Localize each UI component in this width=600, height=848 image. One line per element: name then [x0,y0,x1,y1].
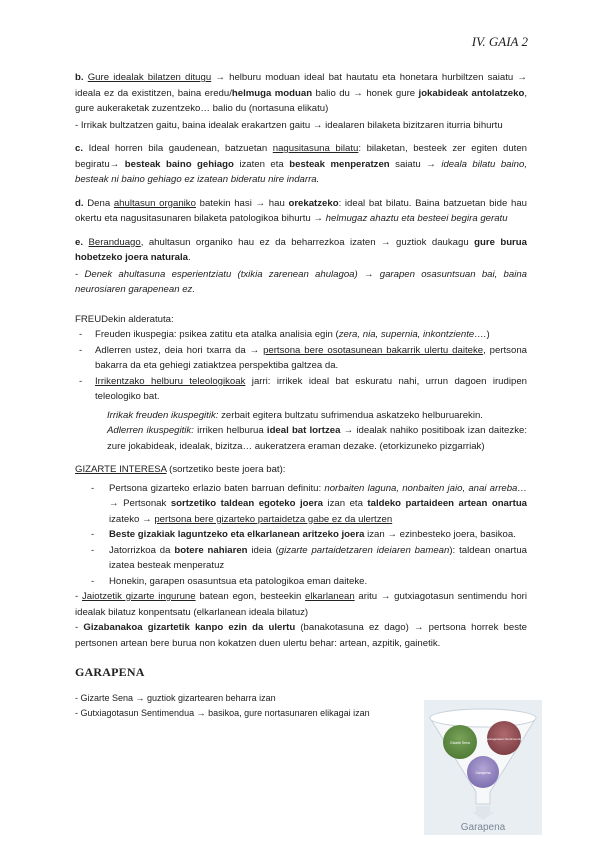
bubble-bottom-label: Garapena [475,771,491,775]
freud-item-2-underline: pertsona bere osotasunean bakarrik ulertu daiteke [263,344,484,356]
list-marker: - [91,544,95,556]
section-c-letter: c. [75,143,84,154]
gizarte-title-text: (sortzetiko beste joera bat): [166,464,286,475]
freud-sub-1 [75,408,527,424]
gizarte-p1-t2: → Pertsonak [109,498,171,509]
garapena-item-2: - Gutxiagotasun Sentimendua → basikoa, gure nortasunaren elikagai izan [75,708,370,718]
section-b [75,70,527,117]
section-e-note [75,267,527,298]
list-marker: - [91,482,95,494]
freud-item-3-text: jarri: irrikek ideal bat eskuratu nahi, urrun dagoen irudipen teleologiko bat. [95,375,527,402]
list-marker: - [79,329,83,340]
section-e-text2: . [188,252,191,263]
bubble-right-label: Gutxiagotasun Sentimendua [485,737,523,741]
gizarte-n2-text: (banakotasuna ez dago) → pertsona horrek beste pertsonen artean bere burua non kokatzen duen ulertu behar: artean, azpitik, gainetik. [75,622,527,649]
gizarte-p3-t3: ): taldean onartua izatea besteak menperatuz [109,544,527,571]
gizarte-p3-bold: botere nahiaren [174,544,248,556]
gizarte-p1-t3: izan eta [322,498,368,509]
freud-sub-2-text: irriken helburua [193,425,267,436]
garapena-heading: GARAPENA [75,665,145,679]
section-b-text2: balio du → honek gure [312,87,419,99]
section-d-text3: : ideal bat bilatu. Baina batzuetan bide hau okertu eta nagusitasunaren bilaketa patologikoa bihurtu → [75,197,528,224]
gizarte-point-2 [75,527,527,543]
section-c-text1: Ideal horren bila gaudenean, batzuetan [88,143,273,154]
document-body [75,70,527,722]
freud-sub-2-bold: ideal bat lortzea [266,425,341,436]
gizarte-title [75,462,527,478]
freud-sub-1-italic: Irrikak freuden ikuspegitik: [107,409,219,421]
gizarte-title-underline: GIZARTE INTERESA [75,464,167,475]
gizarte-n2-bold: Gizabanakoa gizartetik kanpo ezin da ulertu [83,622,296,633]
gizarte-p3-t1: Jatorrizkoa da [109,544,175,556]
section-e-note-dash: - [75,268,79,280]
section-b-text3: , gure aukeraketak zuzentzeko… balio du (nortasuna elikatu) [75,87,527,114]
garapena-item-1: - Gizarte Sena → guztiok gizartearen beharra izan [75,692,276,703]
section-d-letter: d. [75,197,84,209]
diagram-caption: Garapena [460,822,506,833]
gizarte-p1-underline: pertsona bere gizarteko partaidetza gabe ez da ulertzen [154,513,393,525]
gizarte-point-3 [75,543,527,574]
section-c-text4: saiatu → [389,158,442,170]
section-c [75,141,527,188]
gizarte-p3-t2: ideia ( [247,544,279,556]
gizarte-note-dash: - [75,591,79,602]
gizarte-p4-text: Honekin, garapen osasuntsua eta patologikoa eman daiteke. [109,575,368,587]
section-d-underline: ahultasun organiko [113,197,196,209]
section-d-bold: orekatzeko [288,197,339,209]
section-b-letter: b. [75,72,84,83]
freud-item-1 [75,327,527,343]
gizarte-n1-t1: batean egon, besteekin [195,591,306,602]
arrow-down-icon [472,806,494,820]
funnel-rim [430,709,536,727]
list-marker: - [91,575,95,587]
section-c-bold1: besteak baino gehiago [124,158,234,170]
section-e [75,235,527,266]
section-e-note-text: → garapen osasuntsuan bai, baina neurosiaren garapenean ez. [75,268,528,295]
freud-item-2-text: Adlerren ustez, deia hori txarra da → [95,344,264,356]
page-header: IV. GAIA 2 [471,34,528,49]
freud-sub-2-italic: Adlerren ikuspegitik: [107,425,194,436]
freud-title: FREUDekin alderatuta: [75,313,174,325]
section-c-underline: nagusitasuna bilatu [272,143,359,154]
gizarte-p1-t4: izateko → [109,513,155,525]
gizarte-p1-italic: norbaiten laguna, nonbaiten jaio, anai arreba… [324,482,527,494]
section-c-bold2: besteak menperatzen [289,158,390,170]
funnel-diagram [424,700,542,835]
garapena-diagram [424,700,542,835]
freud-item-1-end: ) [486,329,490,340]
freud-item-2 [75,343,527,374]
freud-item-1-italic: zera, nia, supernia, inkontziente…. [338,329,487,340]
freud-sub-1-text: zerbait egitera bultzatu sufrimendua askatzeko helburuarekin. [218,409,483,421]
list-marker: - [79,344,83,356]
section-e-bold: gure burua hobetzeko joera naturala [75,236,527,263]
bubble-left-label: Gizarte Sena [450,741,470,745]
gizarte-point-1 [75,481,527,528]
gizarte-n1-t2: aritu → gutxiagotasun sentimendu hori idealak bilatuz konpentsatu (elkarlanean ideala bilatuz) [75,591,528,618]
gizarte-n1-underline1: Jaiotzetik gizarte ingurune [81,591,196,602]
section-c-italic: ideala bilatu baino, besteak ni baino gehiago ez izatean bideratu nire indarra. [75,158,527,185]
list-marker: - [91,529,95,540]
gizarte-p1-bold1: sortzetiko taldean egoteko joera [170,498,323,509]
gizarte-p3-italic: gizarte partaidetzaren ideiaren bamean [278,544,450,556]
section-b-note: - Irrikak bultzatzen gaitu, baina idealak erakartzen gaitu → idealaren bilaketa bizitzaren iturria bihurtu [75,119,503,131]
section-b-bold1: helmuga moduan [231,87,313,99]
section-b-lead: Gure idealak bilatzen ditugu [87,72,212,83]
section-e-text1: , ahultasun organiko hau ez da beharrezkoa izaten → guztiok daukagu [140,236,475,248]
section-d-text1: Dena [87,197,114,209]
freud-item-3-underline: Irrikentzako helburu teleologikoak [95,375,246,387]
section-e-underline: Beranduago [88,236,141,248]
section-d-text2: batekin hasi → hau [195,197,289,209]
section-d-italic: helmugaz ahaztu eta besteei begira geratu [325,213,508,224]
freud-item-3 [75,374,527,405]
section-d [75,196,527,227]
gizarte-note-2 [75,620,527,651]
freud-item-2-end: , pertsona bakarra da eta gehiegi zatiaktzea perspektiba galtzea da. [95,344,527,371]
section-e-note-italic: Denek ahultasuna esperientziatu (txikia zarenean ahulagoa) [84,268,358,280]
gizarte-note-1 [75,589,527,620]
gizarte-point-4 [75,574,527,590]
list-marker: - [79,375,83,387]
freud-item-1-text: Freuden ikuspegia: psikea zatitu eta atalka analisia egin ( [95,329,339,340]
gizarte-n1-underline2: elkarlanean [305,591,355,602]
section-c-text2: : bilaketan, besteek zer egiten duten begiratu→ [75,143,528,170]
gizarte-p2-bold: Beste gizakiak laguntzeko eta elkarlanean aritzeko joera [109,529,365,540]
freud-sub-2-end: → idealak nahiko positiboak izan daitezke: zure jokabideak, idealak, bizitza… aukeratzera eraman dezake. (etorkizuneko pizgarriak) [107,425,527,452]
gizarte-p1-t1: Pertsona gizarteko erlazio baten barruan definitu: [109,482,325,494]
freud-sub-2 [75,423,527,454]
section-e-letter: e. [75,236,84,248]
gizarte-p2-text: izan → ezinbesteko joera, basikoa. [364,529,516,540]
gizarte-p1-bold2: taldeko partaideen artean onartua [367,498,528,509]
section-c-text3: izaten eta [233,158,290,170]
gizarte-note-dash: - [75,622,79,633]
section-b-bold2: jokabideak antolatzeko [418,87,525,99]
section-b-text1: → helburu moduan ideal bat hautatu eta honetara hurbiltzen saiatu → ideala ez da existitzen, baina eredu/ [75,72,527,99]
